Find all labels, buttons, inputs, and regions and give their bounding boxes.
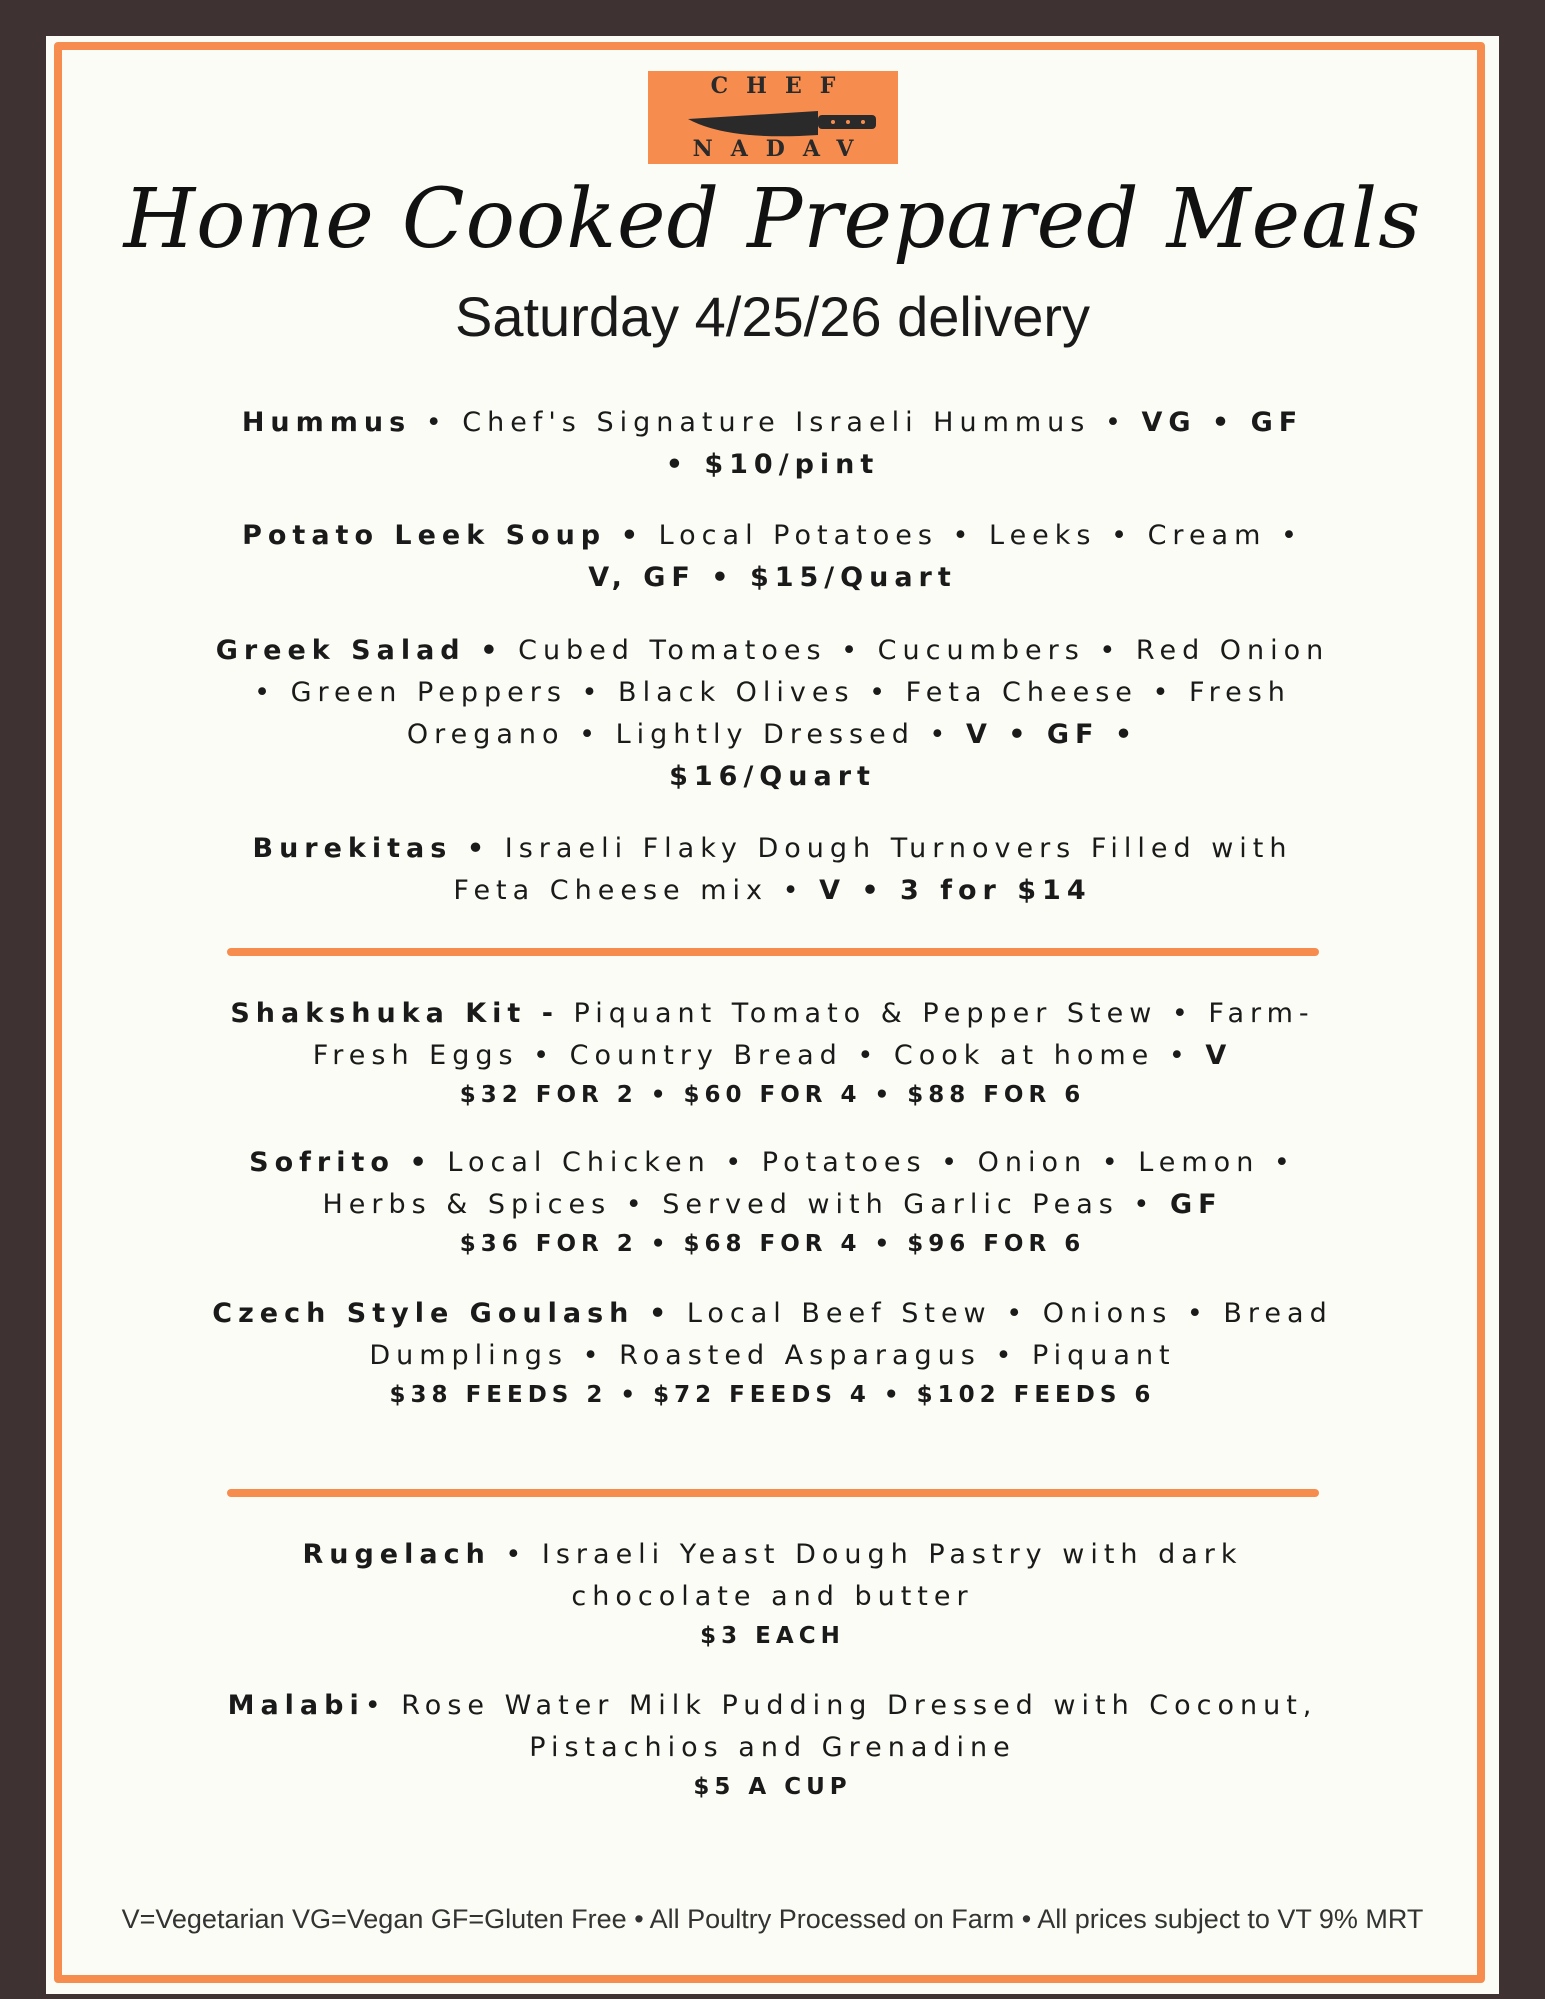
item-desc: Israeli Flaky Dough Turnovers Filled with Feta Cheese mix — [453, 833, 1293, 906]
logo-bottom-text: NADAV — [692, 136, 872, 162]
item-tags: VG • GF — [1141, 407, 1304, 438]
item-desc: Chef's Signature Israeli Hummus — [462, 407, 1091, 438]
item-price: $3 EACH — [700, 1623, 845, 1649]
menu-item-czech-goulash: Czech Style Goulash • Local Beef Stew • Onions • Bread Dumplings • Roasted Asparagus • Piquant $38 FEEDS 2 • $72 FEEDS 4 • $102 FEEDS 6 — [205, 1293, 1340, 1413]
item-desc: Rose Water Milk Pudding Dressed with Coconut, Pistachios and Grenadine — [401, 1690, 1318, 1763]
menu-item-greek-salad: Greek Salad • Cubed Tomatoes • Cucumbers • Red Onion • Green Peppers • Black Olives • Feta Cheese • Fresh Oregano • Lightly Dressed • V • GF • $16/Quart — [215, 635, 1330, 792]
item-tags: V • GF • — [965, 719, 1139, 750]
item-price: $5 A CUP — [693, 1774, 852, 1800]
menu-title: Home Cooked Prepared Meals — [123, 172, 1422, 267]
item-tags: V — [1205, 1040, 1233, 1071]
item-name: Malabi — [227, 1690, 365, 1721]
item-price: $16/Quart — [669, 761, 876, 792]
section-divider — [227, 948, 1319, 956]
item-price: $10/pint — [704, 449, 880, 480]
chef-nadav-logo — [648, 71, 898, 164]
menu-item-malabi: Malabi• Rose Water Milk Pudding Dressed with Coconut, Pistachios and Grenadine $5 A CUP — [205, 1685, 1340, 1805]
item-tags: GF — [1169, 1189, 1223, 1220]
item-desc: Cubed Tomatoes • Cucumbers • Red Onion • Green Peppers • Black Olives • Feta Cheese • Fresh Oregano • Lightly Dressed — [254, 635, 1330, 750]
item-name: Burekitas — [252, 833, 453, 864]
menu-item-shakshuka-kit — [205, 993, 1340, 1113]
menu-footer-legend: V=Vegetarian VG=Vegan GF=Gluten Free • All Poultry Processed on Farm • All prices subject to VT 9% MRT — [121, 1904, 1424, 1934]
item-name: Czech Style Goulash — [212, 1298, 635, 1329]
logo-top-text: CHEF — [710, 73, 854, 99]
item-desc: Local Beef Stew • Onions • Bread Dumplings • Roasted Asparagus • Piquant — [369, 1298, 1333, 1371]
menu-item-hummus: Hummus • Chef's Signature Israeli Hummus • VG • GF • $10/pint — [241, 407, 1304, 480]
chef-knife-icon — [668, 101, 878, 141]
menu-item-sofrito: Sofrito • Local Chicken • Potatoes • Onion • Lemon • Herbs & Spices • Served with Garlic Peas • GF $36 FOR 2 • $68 FOR 4 • $96 FOR 6 — [205, 1142, 1340, 1262]
item-price: $36 FOR 2 • $68 FOR 4 • $96 FOR 6 — [459, 1231, 1086, 1257]
menu-item-rugelach: Rugelach • Israeli Yeast Dough Pastry with dark chocolate and butter $3 EACH — [205, 1534, 1340, 1654]
item-name: Shakshuka Kit - — [230, 998, 559, 1029]
item-name: Sofrito — [249, 1147, 395, 1178]
menu-item-potato-leek-soup: Potato Leek Soup • Local Potatoes • Leeks • Cream • V, GF • $15/Quart — [242, 520, 1303, 593]
menu-item-burekitas: Burekitas • Israeli Flaky Dough Turnovers Filled with Feta Cheese mix • V • 3 for $14 — [252, 833, 1293, 906]
item-desc: Piquant Tomato & Pepper Stew • Farm-Fresh Eggs • Country Bread • Cook at home • — [312, 998, 1315, 1071]
item-desc: Local Potatoes • Leeks • Cream — [658, 520, 1267, 551]
section-divider — [227, 1489, 1319, 1497]
item-price: $32 FOR 2 • $60 FOR 4 • $88 FOR 6 — [459, 1082, 1086, 1108]
item-name: Potato Leek Soup — [242, 520, 607, 551]
item-name: Greek Salad — [215, 635, 466, 666]
item-desc: Local Chicken • Potatoes • Onion • Lemon • Herbs & Spices • Served with Garlic Peas — [322, 1147, 1296, 1220]
item-tags: V, GF • $15/Quart — [588, 562, 957, 593]
item-desc: Israeli Yeast Dough Pastry with dark chocolate and butter — [541, 1539, 1243, 1612]
item-name: Rugelach — [302, 1539, 491, 1570]
delivery-date: Saturday 4/25/26 delivery — [454, 285, 1091, 348]
item-price: $38 FEEDS 2 • $72 FEEDS 4 • $102 FEEDS 6 — [389, 1382, 1156, 1408]
item-tags: V • 3 for $14 — [819, 875, 1092, 906]
item-name: Hummus — [241, 407, 412, 438]
